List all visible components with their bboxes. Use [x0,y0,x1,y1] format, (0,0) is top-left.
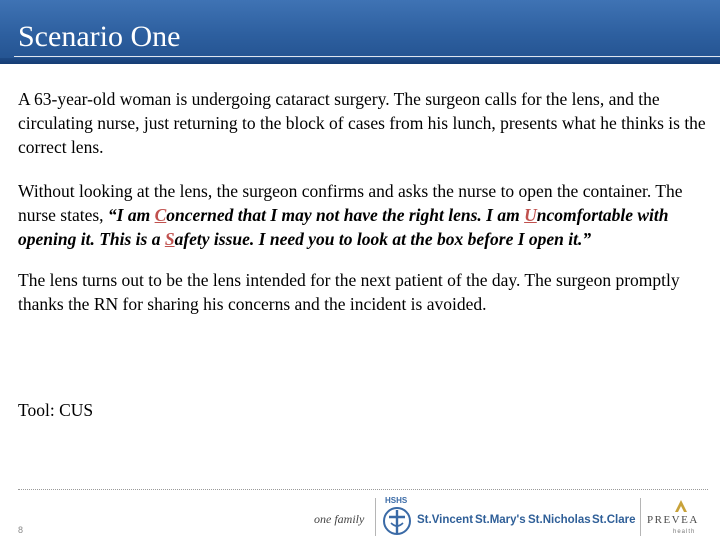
prevea-logo-text: PREVEA [647,514,699,526]
hospital-st-nicholas: St.Nicholas [528,514,591,526]
quote-part-2: oncerned that I may not have the right lens. I am [166,205,525,225]
hshs-crest-icon [381,503,413,537]
prevea-health-text: health [673,529,696,535]
statement-intro: Without looking at the lens, the surgeon confirms and asks the nurse to open the container. The nurse states, [18,181,683,225]
quote-part-3: ncomfortable with opening it. This is a [18,205,669,249]
slide-title: Scenario One [18,20,181,53]
nurse-quote [18,205,669,249]
cus-letter-s: S [164,229,175,249]
cus-letter-u: U [524,205,537,225]
quote-part-1: “I am [107,205,155,225]
paragraph-nurse-statement [18,179,708,251]
footer-separator [375,498,376,536]
prevea-logo-icon [674,499,688,513]
footer-divider [18,489,708,490]
hospital-st-clare: St.Clare [592,514,636,526]
quote-part-4: afety issue. I need you to look at the box before I open it.” [174,229,592,249]
page-number: 8 [18,525,24,535]
slide-body [18,87,708,316]
footer-separator [640,498,641,536]
tool-label: Tool: CUS [18,400,94,420]
hospital-st-vincent: St.Vincent [417,514,474,526]
paragraph-scenario: A 63-year-old woman is undergoing cataract surgery. The surgeon calls for the lens, and the circulating nurse, just returning to the block of cases from his lunch, presents what he thinks is the correct lens. [18,89,706,157]
one-family-tagline: one family [314,512,365,526]
title-underline [14,56,720,57]
cus-letter-c: C [154,205,167,225]
hospital-st-marys: St.Mary's [475,514,526,526]
hshs-label: HSHS [385,496,408,505]
paragraph-outcome: The lens turns out to be the lens intended for the next patient of the day. The surgeon promptly thanks the RN for sharing his concerns and the incident is avoided. [18,270,680,314]
